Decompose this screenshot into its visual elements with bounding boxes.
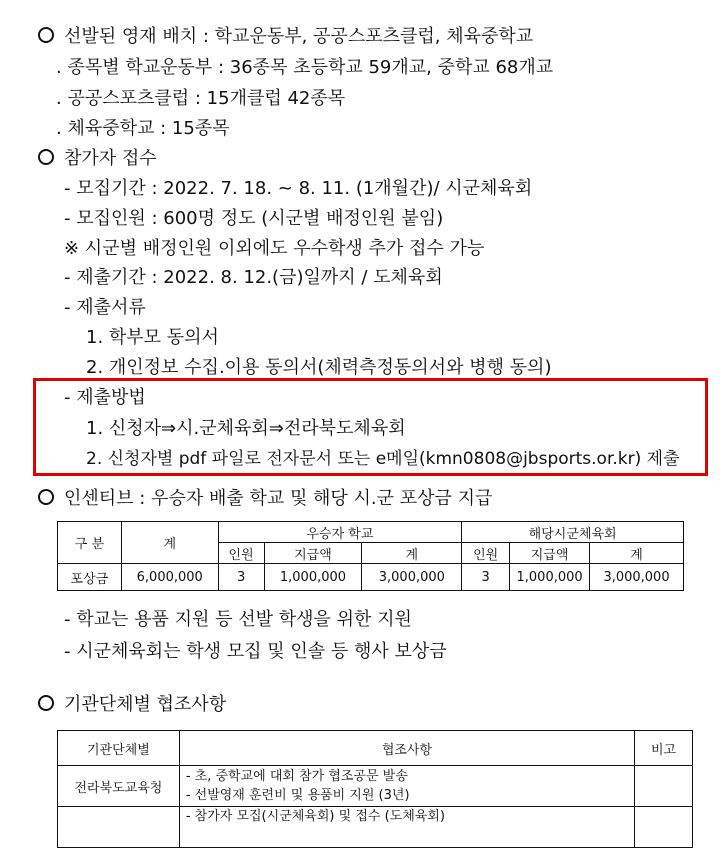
list-item: - 제출방법 (64, 387, 146, 408)
header-note: 비고 (635, 731, 693, 766)
row-org (58, 807, 180, 848)
cooperation-table (57, 730, 693, 848)
note-line: - 시군체육회는 학생 모집 및 인솔 등 행사 보상금 (64, 641, 447, 662)
circle-bullet-icon (38, 27, 54, 43)
list-item: - 모집인원 : 600명 정도 (시군별 배정인원 붙임) (64, 208, 444, 229)
cell-total: 6,000,000 (121, 564, 218, 591)
header-school: 우승자 학교 (218, 522, 462, 543)
cell-school-pay: 1,000,000 (264, 564, 362, 591)
cell-city-people: 3 (462, 564, 510, 591)
header-people: 인원 (218, 543, 264, 564)
row-note (635, 766, 693, 807)
reward-table (57, 521, 684, 591)
list-item: - 제출기간 : 2022. 8. 12.(금)일까지 / 도체육회 (64, 267, 443, 288)
list-item: . 공공스포츠클럽 : 15개클럽 42종목 (56, 88, 346, 109)
header-city: 해당시군체육회 (462, 522, 684, 543)
cell-city-pay: 1,000,000 (510, 564, 590, 591)
note-line: - 학교는 용품 지원 등 선발 학생을 위한 지원 (64, 609, 412, 630)
section-heading: 인센티브 : 우승자 배출 학교 및 해당 시.군 포상금 지급 (38, 488, 492, 510)
cell-city-sum: 3,000,000 (590, 564, 684, 591)
list-item: ※ 시군별 배정인원 이외에도 우수학생 추가 접수 가능 (64, 238, 485, 259)
header-category: 구 분 (58, 522, 122, 564)
row-label: 포상금 (58, 564, 122, 591)
circle-bullet-icon (38, 149, 54, 165)
header-org: 기관단체별 (58, 731, 180, 766)
row-org: 전라북도교육청 (58, 766, 180, 807)
header-sum: 계 (362, 543, 462, 564)
list-item: 2. 개인정보 수집.이용 동의서(체력측정동의서와 병행 동의) (86, 357, 552, 378)
row-items (179, 807, 634, 848)
list-item: 1. 학부모 동의서 (86, 327, 219, 348)
row-items (179, 766, 634, 807)
header-pay: 지급액 (264, 543, 362, 564)
cell-school-sum: 3,000,000 (362, 564, 462, 591)
list-item: - 모집기간 : 2022. 7. 18. ~ 8. 11. (1개월간)/ 시군체육회 (64, 178, 533, 199)
cell-school-people: 3 (218, 564, 264, 591)
row-item-line: - 참가자 모집(시군체육회) 및 접수 (도체육회) (185, 809, 445, 824)
row-item-line: - 초, 중학교에 대회 참가 협조공문 발송 (185, 769, 408, 784)
list-item: . 종목별 학교운동부 : 36종목 초등학교 59개교, 중학교 68개교 (56, 57, 554, 78)
header-pay: 지급액 (510, 543, 590, 564)
row-item-line: - 선발영재 훈련비 및 용품비 지원 (3년) (185, 788, 410, 803)
header-items: 협조사항 (179, 731, 634, 766)
header-sum: 계 (590, 543, 684, 564)
header-people: 인원 (462, 543, 510, 564)
circle-bullet-icon (38, 695, 54, 711)
section-heading: 선발된 영재 배치 : 학교운동부, 공공스포츠클럽, 체육중학교 (38, 26, 533, 48)
list-item: 1. 신청자⇒시.군체육회⇒전라북도체육회 (86, 418, 406, 439)
header-total: 계 (121, 522, 218, 564)
section-heading: 참가자 접수 (38, 148, 157, 170)
section-heading: 기관단체별 협조사항 (38, 694, 226, 716)
row-note (635, 807, 693, 848)
list-item: 2. 신청자별 pdf 파일로 전자문서 또는 e메일(kmn0808@jbsports.or.kr) 제출 (86, 449, 680, 469)
circle-bullet-icon (38, 489, 54, 505)
list-item: . 체육중학교 : 15종목 (56, 118, 230, 139)
list-item: - 제출서류 (64, 297, 146, 318)
